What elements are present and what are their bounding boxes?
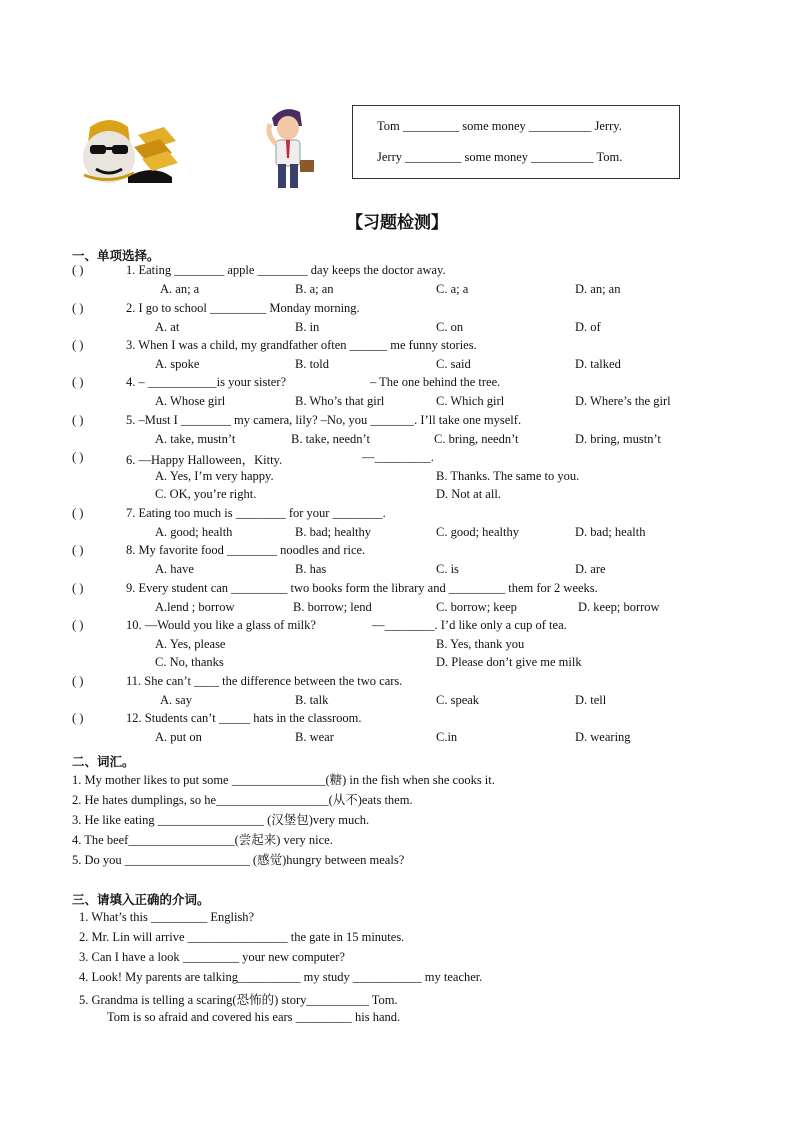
option-c: C. borrow; keep: [436, 600, 517, 614]
option-a: A. take, mustn’t: [155, 432, 236, 446]
option-d: D. Not at all.: [436, 487, 501, 501]
vocab-item: 4. The beef_________________(尝起来) very nice.: [72, 833, 333, 847]
option-d: D. Where’s the girl: [575, 394, 671, 408]
section1-heading: 一、单项选择。: [72, 248, 160, 263]
option-a: A. good; health: [155, 525, 233, 539]
option-c: C. a; a: [436, 282, 469, 296]
question-stem: 4. – ___________is your sister?: [126, 375, 287, 389]
answer-bracket: ( ): [72, 450, 84, 464]
answer-bracket: ( ): [72, 263, 84, 277]
option-c: C. bring, needn’t: [434, 432, 519, 446]
answer-bracket: ( ): [72, 674, 84, 688]
question-stem: 6. —Happy Halloween，Kitty.: [126, 453, 283, 467]
option-b: B. Yes, thank you: [436, 637, 525, 651]
question-stem: 2. I go to school _________ Monday morning.: [126, 301, 360, 315]
answer-bracket: ( ): [72, 375, 84, 389]
option-a: A. an; a: [160, 282, 200, 296]
poor-man-cartoon-image: [256, 104, 322, 192]
vocab-item: 5. Do you ____________________ (感觉)hungry between meals?: [72, 853, 405, 867]
answer-bracket: ( ): [72, 506, 84, 520]
option-b: B. Thanks. The same to you.: [436, 469, 580, 483]
option-c: C. said: [436, 357, 471, 371]
answer-bracket: ( ): [72, 543, 84, 557]
option-a: A. Whose girl: [155, 394, 226, 408]
preposition-item: 3. Can I have a look _________ your new computer?: [79, 950, 345, 964]
option-d: D. tell: [575, 693, 607, 707]
option-d: D. keep; borrow: [578, 600, 660, 614]
question-stem: 7. Eating too much is ________ for your ________.: [126, 506, 386, 520]
question-stem: 8. My favorite food ________ noodles and rice.: [126, 543, 366, 557]
section3-heading: 三、请填入正确的介词。: [72, 892, 210, 907]
option-c: C. speak: [436, 693, 480, 707]
question-stem-reply: —________. I’d like only a cup of tea.: [372, 618, 567, 632]
option-c: C. is: [436, 562, 459, 576]
question-stem: 10. —Would you like a glass of milk?: [126, 618, 316, 632]
option-a: A. put on: [155, 730, 202, 744]
option-c: C. No, thanks: [155, 655, 224, 669]
question-stem: 1. Eating ________ apple ________ day keeps the doctor away.: [126, 263, 446, 277]
option-d: D. of: [575, 320, 601, 334]
sentence-box: [352, 105, 680, 179]
question-stem: 12. Students can’t _____ hats in the classroom.: [126, 711, 362, 725]
preposition-item: 5. Grandma is telling a scaring(恐怖的) story__________ Tom.: [79, 993, 398, 1007]
option-b: B. wear: [295, 730, 334, 744]
question-stem: 5. –Must I ________ my camera, lily? –No, you _______. I’ll take one myself.: [126, 413, 522, 427]
question-stem: 11. She can’t ____ the difference between the two cars.: [126, 674, 403, 688]
option-a: A.lend ; borrow: [155, 600, 235, 614]
option-d: D. Please don’t give me milk: [436, 655, 582, 669]
option-d: D. bring, mustn’t: [575, 432, 661, 446]
preposition-item: 2. Mr. Lin will arrive ________________ the gate in 15 minutes.: [79, 930, 405, 944]
option-b: B. has: [295, 562, 327, 576]
option-d: D. an; an: [575, 282, 621, 296]
option-a: A. at: [155, 320, 180, 334]
question-stem-reply: – The one behind the tree.: [370, 375, 501, 389]
rich-man-cartoon-image: [72, 113, 180, 189]
option-b: B. Who’s that girl: [295, 394, 385, 408]
option-c: C. on: [436, 320, 464, 334]
option-b: B. bad; healthy: [295, 525, 372, 539]
box-line-1: Tom _________ some money __________ Jerry.: [377, 119, 622, 133]
option-b: B. a; an: [295, 282, 334, 296]
option-c: C. OK, you’re right.: [155, 487, 257, 501]
preposition-item: 4. Look! My parents are talking__________ my study ___________ my teacher.: [79, 970, 483, 984]
vocab-item: 1. My mother likes to put some _______________(糖) in the fish when she cooks it.: [72, 773, 495, 787]
option-a: A. say: [160, 693, 192, 707]
question-stem-reply: —_________.: [362, 450, 434, 464]
option-a: A. Yes, please: [155, 637, 226, 651]
question-stem: 9. Every student can _________ two books form the library and _________ them for 2 weeks.: [126, 581, 598, 595]
option-b: B. in: [295, 320, 320, 334]
option-a: A. spoke: [155, 357, 200, 371]
option-d: D. wearing: [575, 730, 631, 744]
option-b: B. told: [295, 357, 330, 371]
vocab-item: 2. He hates dumplings, so he__________________(从不)eats them.: [72, 793, 413, 807]
option-b: B. talk: [295, 693, 329, 707]
option-d: D. talked: [575, 357, 621, 371]
option-a: A. Yes, I’m very happy.: [155, 469, 274, 483]
answer-bracket: ( ): [72, 711, 84, 725]
option-b: B. take, needn’t: [291, 432, 370, 446]
vocab-item: 3. He like eating _________________ (汉堡包)very much.: [72, 813, 370, 827]
option-a: A. have: [155, 562, 194, 576]
box-line-2: Jerry _________ some money __________ Tom.: [377, 150, 623, 164]
option-c: C.in: [436, 730, 458, 744]
section2-heading: 二、词汇。: [72, 754, 135, 769]
preposition-item: 1. What’s this _________ English?: [79, 910, 255, 924]
answer-bracket: ( ): [72, 413, 84, 427]
answer-bracket: ( ): [72, 581, 84, 595]
option-c: C. good; healthy: [436, 525, 519, 539]
answer-bracket: ( ): [72, 618, 84, 632]
preposition-item: Tom is so afraid and covered his ears _________ his hand.: [107, 1010, 401, 1024]
question-stem: 3. When I was a child, my grandfather often ______ me funny stories.: [126, 338, 477, 352]
option-b: B. borrow; lend: [293, 600, 372, 614]
option-d: D. are: [575, 562, 606, 576]
answer-bracket: ( ): [72, 301, 84, 315]
option-c: C. Which girl: [436, 394, 505, 408]
page-title: 【习题检测】: [346, 213, 448, 233]
option-d: D. bad; health: [575, 525, 646, 539]
answer-bracket: ( ): [72, 338, 84, 352]
